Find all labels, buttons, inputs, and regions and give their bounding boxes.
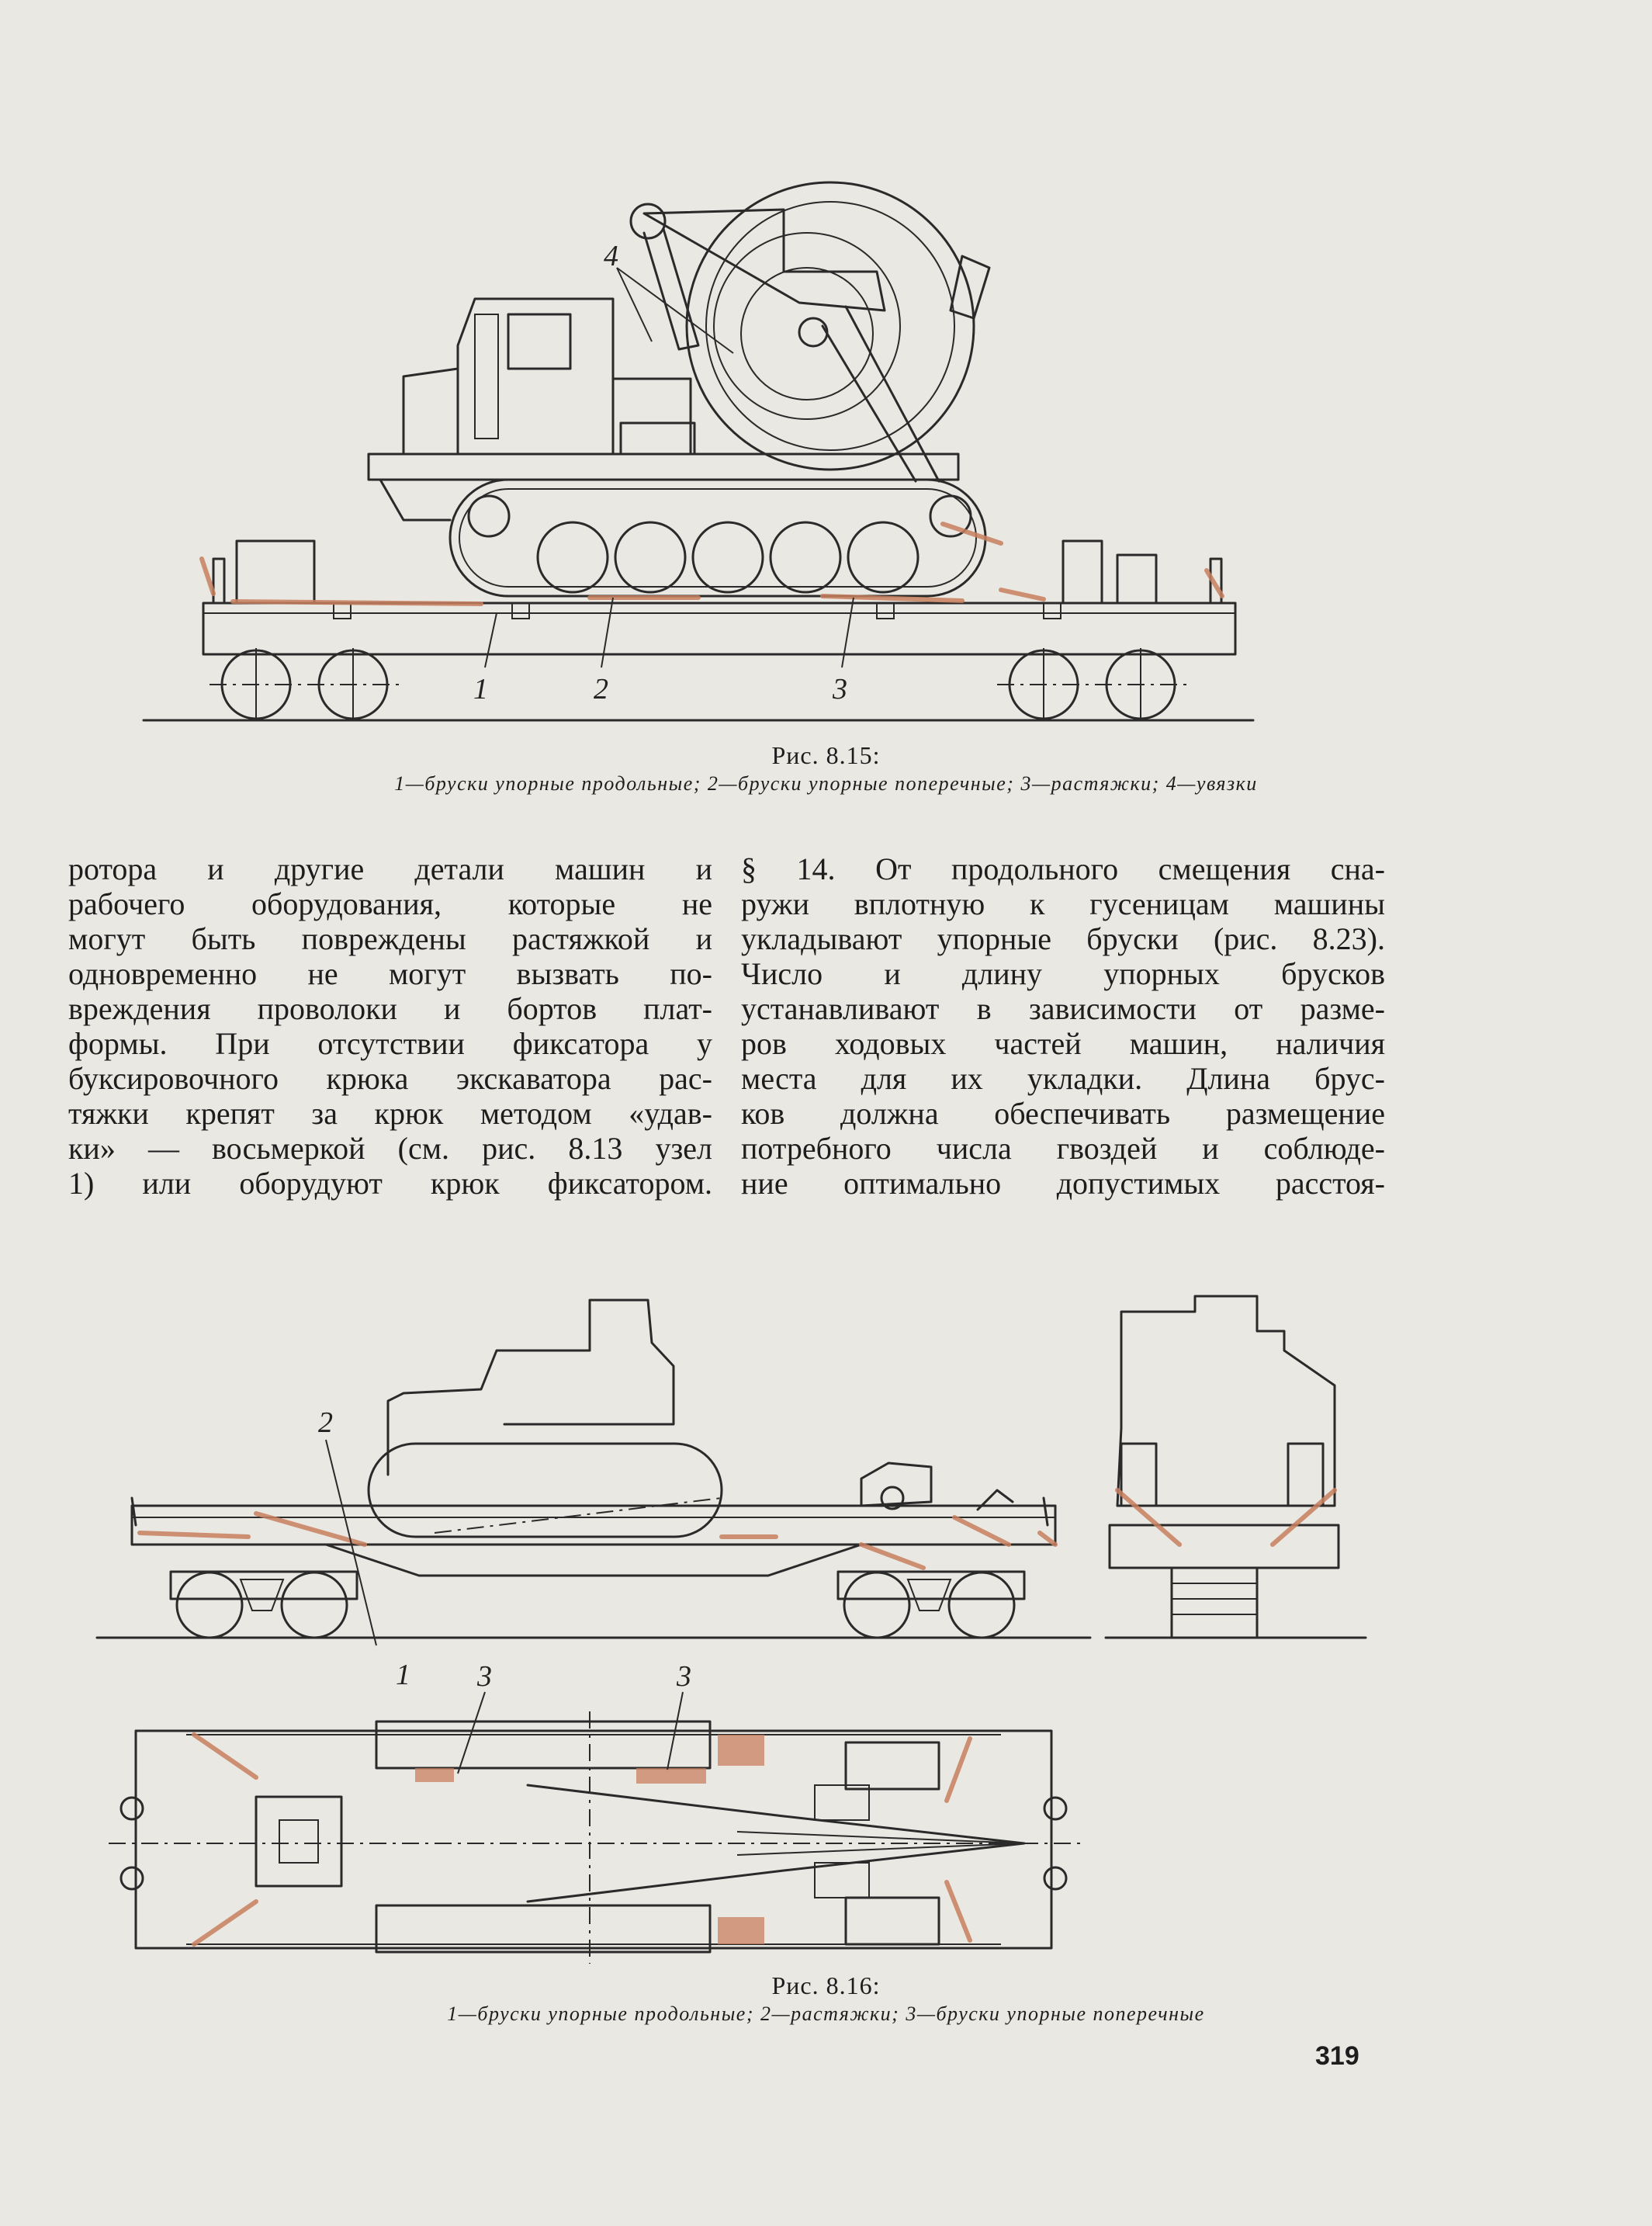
figure-8-16-label-2: 2 [318,1406,333,1439]
text-line: ние оптимально допустимых расстоя- [741,1166,1385,1201]
text-line: устанавливают в зависимости от разме- [741,991,1385,1026]
figure-8-16-drawing [93,1273,1381,1987]
text-line: могут быть повреждены растяжкой и [68,921,712,956]
figure-8-16-caption-title: Рис. 8.16: [771,1971,881,1999]
text-line: ков должна обеспечивать размещение [741,1096,1385,1131]
text-line: тяжки крепят за крюк методом «удав- [68,1096,712,1131]
figure-8-16-label-3a: 3 [477,1660,492,1693]
page-number: 319 [1315,2041,1359,2071]
figure-8-15-label-2: 2 [594,673,608,706]
text-line: потребного числа гвоздей и соблюде- [741,1131,1385,1166]
text-line: § 14. От продольного смещения сна- [741,851,1385,886]
text-line: укладывают упорные бруски (рис. 8.23). [741,921,1385,956]
text-line: одновременно не могут вызвать по- [68,956,712,991]
figure-8-15-caption-title: Рис. 8.15: [771,741,881,769]
figure-8-16-label-3b: 3 [677,1660,691,1693]
text-line: рабочего оборудования, которые не [68,886,712,921]
text-line: буксировочного крюка экскаватора рас- [68,1061,712,1096]
text-line: ротора и другие детали машин и [68,851,712,886]
text-column-left [68,851,712,1201]
figure-8-15-label-3: 3 [833,673,847,706]
figure-8-15-caption-legend: 1—бруски упорные продольные; 2—бруски упорные поперечные; 3—растяжки; 4—увязки [394,772,1258,795]
figure-8-15-label-1: 1 [473,673,488,706]
bogie-right [838,1572,1024,1638]
text-line: 1) или оборудуют крюк фиксатором. [68,1166,712,1201]
text-column-right [741,851,1385,1201]
figure-8-16-caption-legend: 1—бруски упорные продольные; 2—растяжки; 3—бруски упорные поперечные [447,2002,1205,2025]
text-line: Число и длину упорных брусков [741,956,1385,991]
text-line: ров ходовых частей машин, наличия [741,1026,1385,1061]
text-line: места для их укладки. Длина брус- [741,1061,1385,1096]
figure-8-15-label-4: 4 [604,240,618,272]
text-line: ки» — восьмеркой (см. рис. 8.13 узел [68,1131,712,1166]
text-line: формы. При отсутствии фиксатора у [68,1026,712,1061]
text-line: ружи вплотную к гусеницам машины [741,886,1385,921]
figure-8-15-drawing [140,155,1257,745]
bogie-left [171,1572,357,1638]
text-line: вреждения проволоки и бортов плат- [68,991,712,1026]
figure-8-16-label-1: 1 [396,1659,410,1691]
